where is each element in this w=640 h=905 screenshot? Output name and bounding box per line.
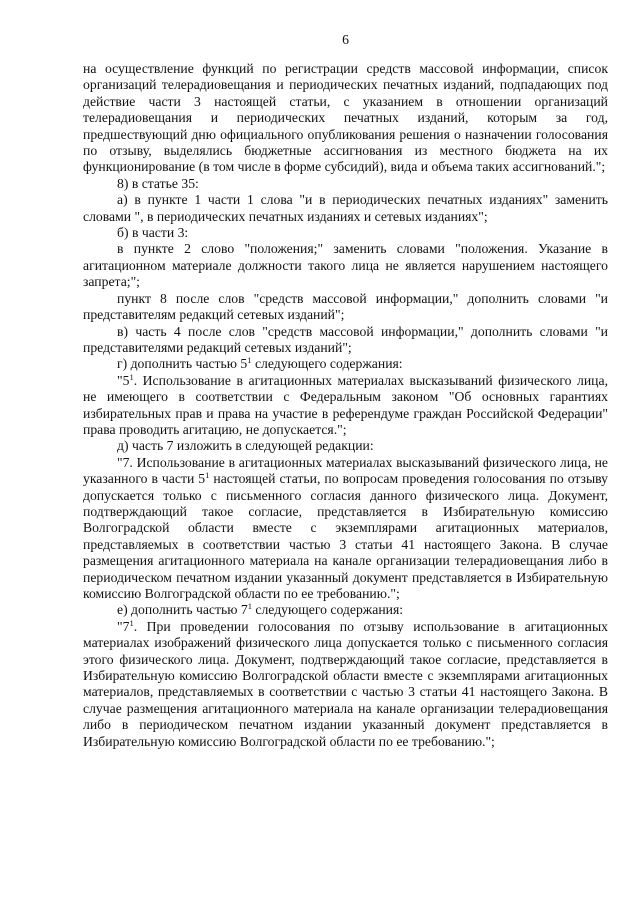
paragraph-item-v: в) часть 4 после слов "средств массовой информации," дополнить словами "и представителями редакций сетевых изданий"; — [83, 323, 608, 355]
superscript: 1 — [247, 601, 252, 612]
superscript: 1 — [247, 355, 252, 366]
text-fragment: настоящей статьи, по вопросам проведения голосования по отзыву допускается только с письменного согласия данного физического лица. Документ, подтверждающий такое согласие, представляется в Избирательную комиссию Волгоградской области вместе с экземплярами агитационных материалов, представляемых в соответствии частью 3 статьи 41 настоящего Закона. В случае размещения агитационного материала на канале организации телерадиовещания либо в периодическом печатном издании указанный документ представляется в Избирательную комиссию Волгоградской области по ее требованию."; — [83, 471, 608, 601]
text-fragment: е) дополнить частью 7 — [117, 602, 248, 618]
text-fragment: следующего содержания: — [251, 356, 403, 372]
paragraph-part-7 — [83, 455, 608, 603]
paragraph-item-b: б) в части 3: — [117, 225, 189, 241]
paragraph-item-g — [83, 356, 608, 372]
paragraph-item-d: д) часть 7 изложить в следующей редакции: — [117, 438, 374, 454]
text-fragment: . Использование в агитационных материалах высказываний физического лица, не имеющего в соответствии с Федеральным законом "Об основных гарантиях избирательных прав и права на участие в референдуме граждан Российской Федерации" права проводить агитацию, не допускается."; — [83, 372, 608, 437]
text-fragment: "7. Использование в агитационных материалах высказываний физического лица, не указанного в части 5 — [83, 454, 608, 487]
superscript: 1 — [129, 617, 134, 628]
text-fragment: "5 — [117, 372, 130, 388]
superscript: 1 — [129, 371, 134, 382]
paragraph-point-8: пункт 8 после слов "средств массовой информации," дополнить словами "и представителям редакций сетевых изданий"; — [83, 290, 608, 323]
paragraph-part-7-1 — [83, 619, 608, 750]
text-fragment: . При проведении голосования по отзыву использование в агитационных материалах изображений физического лица допускается только с письменного согласия этого физического лица. Документ, подтверждающий такое согласие, представляется в Избирательную комиссию Волгоградской области вместе с экземплярами агитационных материалов, представляемых в соответствии с частью 3 статьи 41 настоящего Закона. В случае размещения агитационного материала на канале организации телерадиовещания либо в периодическом печатном издании указанный документ представляется в Избирательную комиссию Волгоградской области по ее требованию."; — [83, 618, 608, 749]
page-number: 6 — [342, 32, 349, 47]
paragraph-part-5-1 — [83, 373, 608, 439]
text-fragment: г) дополнить частью 5 — [117, 356, 248, 372]
paragraph-item-e — [83, 602, 608, 618]
text-fragment: следующего содержания: — [251, 602, 404, 618]
paragraph-item-a: а) в пункте 1 части 1 слова "и в периодических печатных изданиях" заменить словами ", в периодических печатных изданиях и сетевых изданиях"; — [83, 192, 608, 224]
text-fragment: "7 — [117, 618, 130, 634]
paragraph-point-2: в пункте 2 слово "положения;" заменить словами "положения. Указание в агитационном материале должности такого лица не является нарушением настоящего запрета;"; — [83, 241, 608, 290]
superscript: 1 — [205, 470, 210, 481]
paragraph-item-8: 8) в статье 35: — [117, 175, 199, 191]
paragraph-continuation: на осуществление функций по регистрации средств массовой информации, список организаций телерадиовещания и периодических печатных изданий, подпадающих под действие части 3 настоящей статьи, с указанием в отношении организаций телерадиовещания и периодических печатных изданий, которым за год, предшествующий дню официального опубликования решения о назначении голосования по отзыву, выделялись бюджетные ассигнования из местного бюджета на их функционирование (в том числе в форме субсидий), вида и объема таких ассигнований."; — [83, 61, 608, 175]
